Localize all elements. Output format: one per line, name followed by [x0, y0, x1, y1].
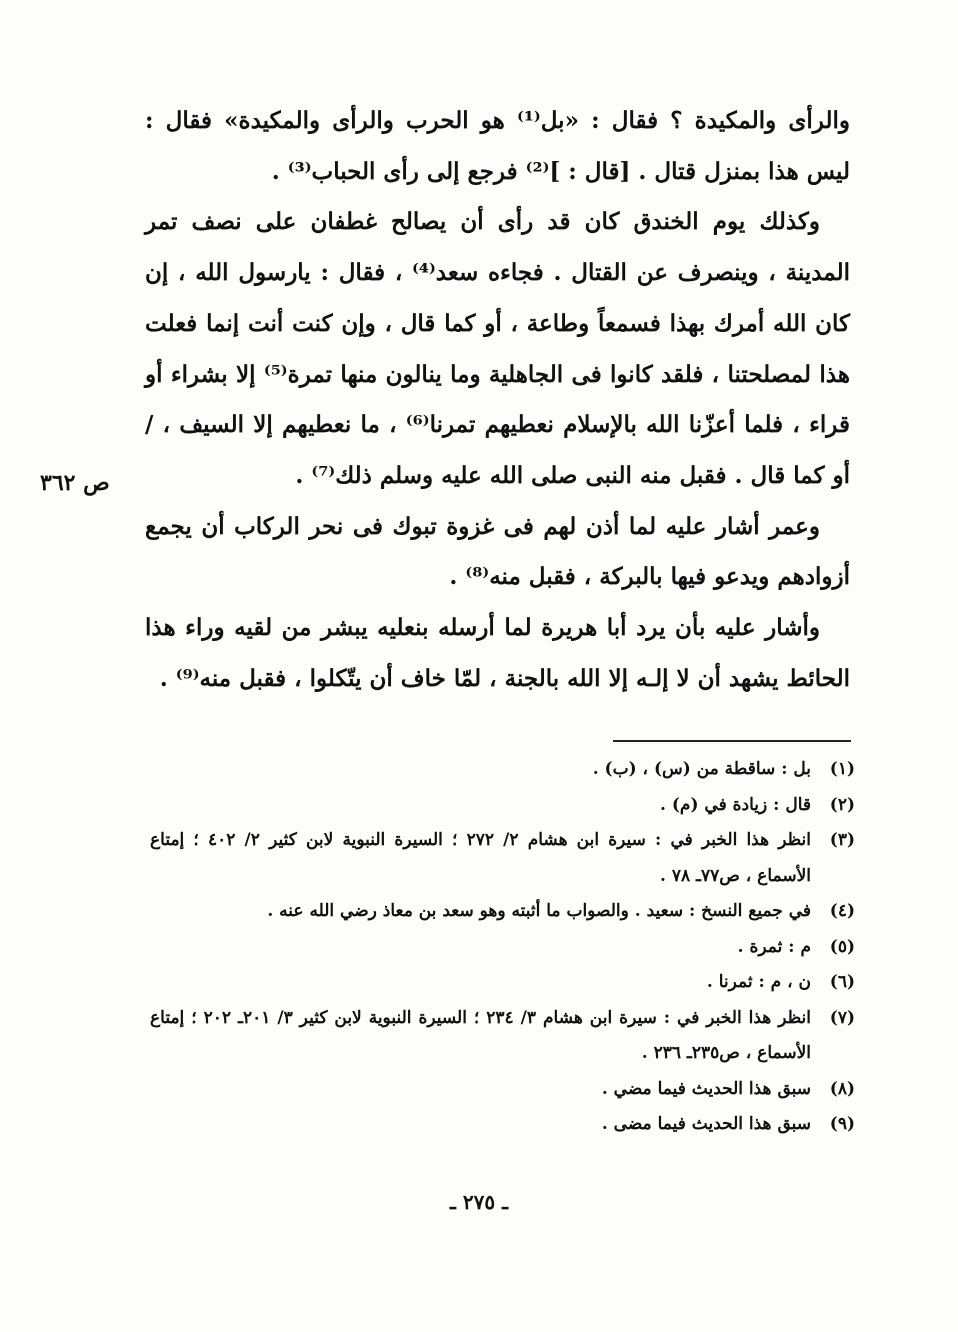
footnote-item	[150, 1001, 855, 1072]
footnote-item	[150, 752, 855, 788]
main-text	[145, 96, 850, 704]
footnote-number: (٣)	[829, 830, 855, 850]
footnote-text: سبق هذا الحديث فيما مضي .	[601, 1078, 811, 1099]
footnote-number: (٧)	[829, 1007, 855, 1028]
footnote-item	[150, 965, 855, 1001]
footnote-text: سبق هذا الحديث فيما مضى .	[601, 1114, 811, 1134]
footnote-number: (٥)	[829, 936, 855, 957]
paragraph-3: وعمر أشار عليه لما أذن لهم فى غزوة تبوك فى نحر الركاب أن يجمع أزوادهم ويدعو فيها بالبركة ، فقبل منه⁽⁸⁾ .	[145, 512, 850, 591]
footnote-item	[150, 894, 855, 930]
footnote-text: قال : زيادة في (م) .	[660, 794, 811, 815]
footnote-item	[150, 823, 855, 894]
manuscript-page-marker: ص ٣٦٢	[40, 470, 110, 496]
footnote-number: (١)	[829, 759, 855, 779]
footnote-text: م : ثمرة .	[737, 936, 811, 957]
footnotes	[150, 752, 855, 1143]
footnote-text: في جميع النسخ : سعيد . والصواب ما أثبته وهو سعد بن معاذ رضي الله عنه .	[267, 901, 811, 921]
footnote-item	[150, 930, 855, 966]
footnote-text: بل : ساقطة من (س) ، (ب) .	[592, 759, 811, 779]
footnote-text: انظر هذا الخبر في : سيرة ابن هشام ٢/ ٢٧٢ ؛ السيرة النبوية لابن كثير ٢/ ٤٠٢ ؛ إمتاع الأسماع ، ص٧٧ـ ٧٨ .	[150, 830, 812, 886]
footnote-number: (٩)	[829, 1114, 855, 1134]
footnote-item	[150, 1107, 855, 1143]
paragraph-4: وأشار عليه بأن يرد أبا هريرة لما أرسله بنعليه يبشر من لقيه وراء هذا الحائط يشهد أن لا إلـه إلا الله بالجنة ، لمّا خاف أن يتّكلوا ، فقبل منه⁽⁹⁾ .	[145, 614, 850, 692]
footnote-item	[150, 1072, 855, 1108]
paragraph-1: والرأى والمكيدة ؟ فقال : «بل⁽¹⁾ هو الحرب والرأى والمكيدة» فقال : ليس هذا بمنزل قتال . [قال : ]⁽²⁾ فرجع إلى رأى الحباب⁽³⁾ .	[145, 107, 850, 185]
footnote-number: (٤)	[829, 901, 855, 921]
footnote-number: (٢)	[829, 794, 855, 815]
paragraph-2: وكذلك يوم الخندق كان قد رأى أن يصالح غطفان على نصف تمر المدينة ، وينصرف عن القتال . فجاءه سعد⁽⁴⁾ ، فقال : يارسول الله ، إن كان الله أمرك بهذا فسمعاً وطاعة ، أو كما قال ، وإن كنت أنت إنما فعلت هذا لمصلحتنا ، فلقد كانوا فى الجاهلية وما ينالون منها تمرة⁽⁵⁾ إلا بشراء أو قراء ، فلما أعزّنا الله بالإسلام نعطيهم تمرنا⁽⁶⁾ ، ما نعطيهم إلا السيف ، / أو كما قال . فقبل منه النبى صلى الله عليه وسلم ذلك⁽⁷⁾ .	[145, 208, 851, 489]
footnote-text: انظر هذا الخبر في : سيرة ابن هشام ٣/ ٢٣٤ ؛ السيرة النبوية لابن كثير ٣/ ٢٠١ـ ٢٠٢ ؛ إمتاع الأسماع ، ص٢٣٥ـ ٢٣٦ .	[150, 1007, 811, 1063]
footnote-number: (٨)	[829, 1078, 855, 1099]
footnote-separator	[613, 740, 851, 742]
footnote-number: (٦)	[829, 972, 855, 992]
footnote-item	[150, 788, 855, 824]
footnote-text: ن ، م : ثمرنا .	[706, 972, 811, 992]
page-number: ـ ٢٧٥ ـ	[450, 1190, 508, 1214]
